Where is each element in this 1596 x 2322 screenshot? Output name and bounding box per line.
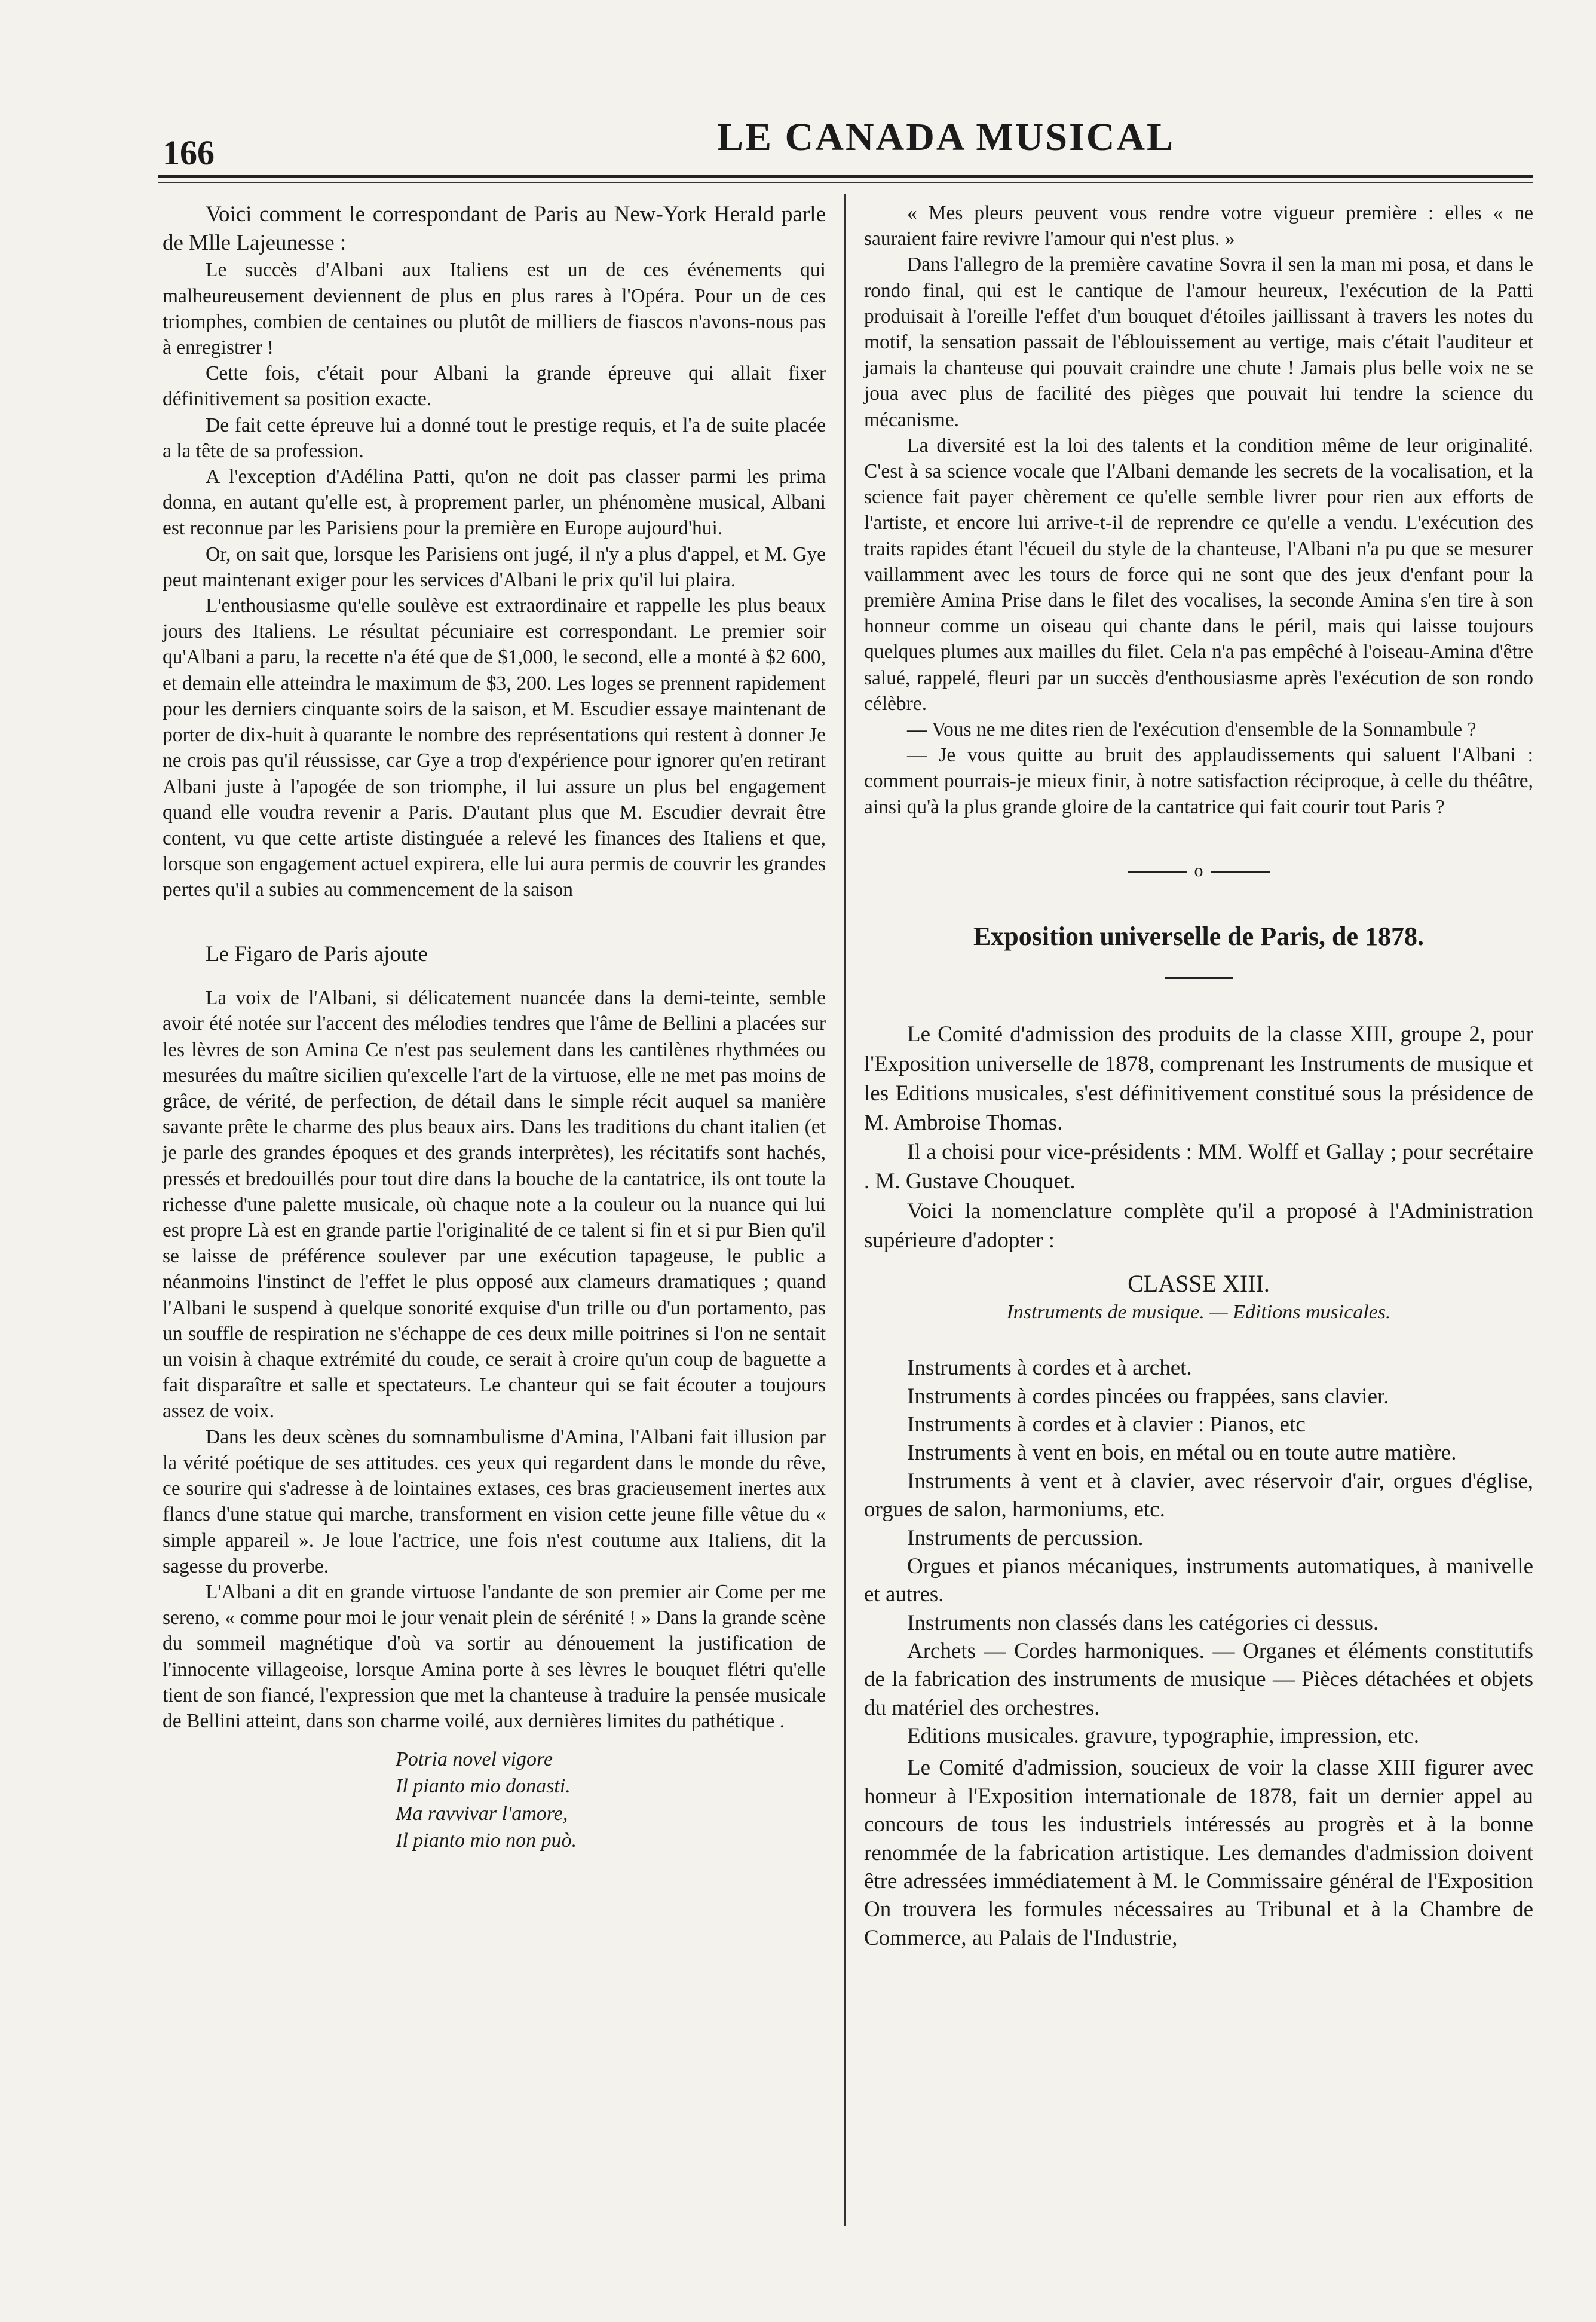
right-column — [864, 200, 1533, 1952]
left-column — [163, 200, 826, 1854]
article-paragraph: — Vous ne me dites rien de l'exécution d'ensemble de la Sonnambule ? — [907, 718, 1476, 741]
header-rule — [158, 175, 1533, 178]
class-item: Archets — Cordes harmoniques. — Organes et éléments constitutifs de la fabrication des instruments de musique — Pièces détachées et objets du matériel des orchestres. — [864, 1638, 1533, 1720]
class-subtitle: Instruments de musique. — Editions musicales. — [1006, 1301, 1391, 1323]
article-paragraph: Le succès d'Albani aux Italiens est un de ces événements qui malheureusement deviennent de plus en plus rares à l'Opéra. Pour un de ces triomphes, combien de centaines ou plutôt de milliers de fiascos n'avons-nous pas à enregistrer ! — [163, 259, 826, 359]
article-paragraph: L'enthousiasme qu'elle soulève est extraordinaire et rappelle les plus beaux jours des Italiens. Le résultat pécuniaire est correspondant. Le premier soir qu'Albani a paru, la recette n'a été que de $1,000, le second, elle a monté à $2 600, et demain elle atteindra le maximum de $3, 200. Les loges se prennent rapidement pour les derniers cinquante soirs de la saison, et M. Escudier essaye maintenant de porter de dix-huit à quarante le nombre des représentations qui restent à donner Je ne crois pas qu'il réussisse, car Gye a trop d'expérience pour ignorer qu'en retirant Albani juste à l'apogée de son triomphe, il lui assure un plus bel engagement quand elle voudra revenir a Paris. D'autant plus que M. Escudier devrait être content, vu que cette artiste distinguée a relevé les finances des Italiens et que, lorsque son engagement actuel expirera, elle lui aura permis de couvrir les grandes pertes qu'il a subies au commencement de la saison — [163, 595, 826, 901]
expo-paragraph: Le Comité d'admission des produits de la classe XIII, groupe 2, pour l'Exposition universelle de 1878, comprenant les Instruments de musique et les Editions musicales, s'est définitivement constitué sous la présidence de M. Ambroise Thomas. — [864, 1022, 1533, 1135]
figaro-paragraph: La voix de l'Albani, si délicatement nuancée dans la demi-teinte, semble avoir été notée sur l'accent des mélodies tendres que l'âme de Bellini a placées sur les lèvres de son Amina Ce n'est pas seulement dans les cantilènes rhythmées ou mesurées du maître sicilien qu'excelle l'art de la virtuose, elle ne met pas moins de grâce, de vérité, de perfection, de détail dans le simple récit auquel sa manière savante prête le charme des plus beaux airs. Dans les traditions du chant italien (et je parle des grandes époques et des grands interprètes), les récitatifs sont hachés, pressés et bredouillés pour tout dire dans la bouche de la cantatrice, ils ont toute la richesse d'une palette musicale, où chaque note a la couleur ou la nuance qui lui est propre Là est en grande partie l'originalité de ce talent si fin et si pur Bien qu'il se laisse de préférence soulever par une exécution tapageuse, le public a néanmoins l'instinct de l'effet le plus opposé aux clameurs dramatiques ; quand l'Albani le suspend à quelque sonorité exquise d'un trille ou d'un portamento, pas un souffle de respiration ne s'échappe de ces deux mille poitrines si l'on ne sentait un voisin à chaque extrémité du coude, ce serait à croire qu'un coup de baguette a fait disparaître et salle et spectateurs. Le chanteur qui se fait écouter a toujours assez de voix. — [163, 987, 826, 1422]
class-item: Instruments à cordes pincées ou frappées, sans clavier. — [907, 1384, 1389, 1409]
section-ornament — [864, 859, 1533, 883]
ornament-rule — [1128, 871, 1187, 873]
figaro-paragraph: Dans les deux scènes du somnambulisme d'Amina, l'Albani fait illusion par la vérité poétique de ses attitudes. ces yeux qui regardent dans le monde du rêve, ce sourire qui s'adresse à de lointaines extases, ces bras gracieusement inertes aux flancs d'une statue qui marche, transforment en vision cette jeune fille vêtue du « simple appareil ». Je loue l'actrice, une fois n'est coutume aux Italiens, dit la sagesse du proverbe. — [163, 1425, 826, 1577]
class-item: Editions musicales. gravure, typographie, impression, etc. — [907, 1724, 1419, 1749]
verse-block — [396, 1746, 826, 1854]
figaro-intro: Le Figaro de Paris ajoute — [206, 941, 428, 966]
closing-paragraph: Le Comité d'admission, soucieux de voir la classe XIII figurer avec honneur à l'Exposition internationale de 1878, fait un dernier appel au concours de tous les industriels intéressés au progrès et à la bonne renommée de la fabrication artistique. Les demandes d'admission doivent être adressées immédiatement à M. le Commissaire général de l'Exposition On trouvera les formules nécessaires au Tribunal et à la Chambre de Commerce, au Palais de l'Industrie, — [864, 1755, 1533, 1950]
verse-line: Potria novel vigore — [396, 1748, 553, 1771]
class-item: Orgues et pianos mécaniques, instruments automatiques, à manivelle et autres. — [864, 1553, 1533, 1607]
ornament-rule — [1211, 871, 1270, 873]
class-item: Instruments à vent en bois, en métal ou en toute autre matière. — [907, 1440, 1457, 1466]
article-paragraph: Dans l'allegro de la première cavatine Sovra il sen la man mi posa, et dans le rondo final, qui est le cantique de l'amour heureux, l'exécution de la Patti produisait à l'oreille l'effet d'un bouquet d'étoiles jaillissant à travers les notes du motif, la sensation passait de l'éblouissement au vertige, mais c'était l'auditeur et jamais la chanteuse qui pouvait craindre une chute ! Jamais plus belle voix ne se joua avec plus de facilité des pièges que pouvait lui tendre la science du mécanisme. — [864, 253, 1533, 431]
class-item: Instruments de percussion. — [907, 1525, 1144, 1550]
verse-line: Ma ravvivar l'amore, — [396, 1802, 568, 1825]
class-item: Instruments à cordes et à clavier : Pianos, etc — [907, 1412, 1306, 1437]
running-head: LE CANADA MUSICAL — [717, 115, 1175, 159]
verse-line: Il pianto mio donasti. — [396, 1775, 571, 1798]
class-item: Instruments non classés dans les catégories ci dessus. — [907, 1610, 1379, 1635]
header-rule-thin — [158, 182, 1533, 183]
verse-line: Il pianto mio non può. — [396, 1829, 577, 1852]
intro-paragraph: Voici comment le correspondant de Paris au New-York Herald parle de Mlle Lajeunesse : — [163, 202, 826, 255]
figaro-paragraph: L'Albani a dit en grande virtuose l'andante de son premier air Come per me sereno, « comme pour moi le jour venait plein de sérénité ! » Dans la grande scène du sommeil magnétique d'où va sortir au dénouement la justification de l'innocente villageoise, lorsque Amina porte à ses lèvres le bouquet flétri qu'elle tient de son fiancé, l'expression que met la chanteuse à traduire la pensée musicale de Bellini atteint, dans son charme voilé, aux dernières limites du pathétique . — [163, 1580, 826, 1732]
article-paragraph: — Je vous quitte au bruit des applaudissements qui saluent l'Albani : comment pourrais-je mieux finir, à notre satisfaction réciproque, à celle du théâtre, ainsi qu'à la plus grande gloire de la cantatrice qui fait courir tout Paris ? — [864, 744, 1533, 818]
article-paragraph: De fait cette épreuve lui a donné tout le prestige requis, et l'a de suite placée a la tête de sa profession. — [163, 414, 826, 462]
section-title: Exposition universelle de Paris, de 1878. — [973, 921, 1425, 951]
article-paragraph: La diversité est la loi des talents et la condition même de leur originalité. C'est à sa science vocale que l'Albani demande les secrets de la vocalisation, et la science fait payer chèrement ce qu'elle semble livrer pour rien aux efforts de l'artiste, et encore lui arrive-t-il de reprendre ce qu'elle a vendu. L'exécution des traits rapides étant l'écueil du style de la chanteuse, l'Albani n'a pu que se mesurer vaillamment avec les tours de force qui ne sont que des jeux d'enfant pour la première Amina Prise dans le filet des vocalises, la seconde Amina s'en tire à son honneur comme un oiseau qui chante dans le péril, mais qui laisse toujours quelques plumes aux mailles du filet. Cela n'a pas empêché à l'oiseau-Amina d'être salué, rappelé, fleuri par un succès d'enthousiasme après l'exécution de son rondo célèbre. — [864, 434, 1533, 715]
title-rule — [1165, 977, 1233, 979]
article-paragraph: A l'exception d'Adélina Patti, qu'on ne doit pas classer parmi les prima donna, en autant qu'elle est, à proprement parler, un phénomène musical, Albani est reconnue par les Parisiens pour la première en Europe aujourd'hui. — [163, 466, 826, 540]
class-item: Instruments à vent et à clavier, avec réservoir d'air, orgues d'église, orgues de salon, harmoniums, etc. — [864, 1469, 1533, 1522]
column-divider — [844, 194, 846, 2226]
article-paragraph: Cette fois, c'était pour Albani la grande épreuve qui allait fixer définitivement sa position exacte. — [163, 362, 826, 411]
expo-paragraph: Voici la nomenclature complète qu'il a proposé à l'Administration supérieure d'adopter : — [864, 1198, 1533, 1253]
expo-paragraph: Il a choisi pour vice-présidents : MM. Wolff et Gallay ; pour secrétaire . M. Gustave Chouquet. — [864, 1140, 1533, 1194]
page-number: 166 — [163, 133, 215, 172]
quote-paragraph: « Mes pleurs peuvent vous rendre votre vigueur première : elles « ne sauraient faire revivre l'amour qui n'est plus. » — [864, 202, 1533, 250]
class-item: Instruments à cordes et à archet. — [907, 1356, 1192, 1381]
class-title: CLASSE XIII. — [1128, 1269, 1270, 1297]
article-paragraph: Or, on sait que, lorsque les Parisiens ont jugé, il n'y a plus d'appel, et M. Gye peut maintenant exiger pour les services d'Albani le prix qu'il lui plaira. — [163, 543, 826, 591]
ornament-mark: o — [1194, 860, 1203, 880]
